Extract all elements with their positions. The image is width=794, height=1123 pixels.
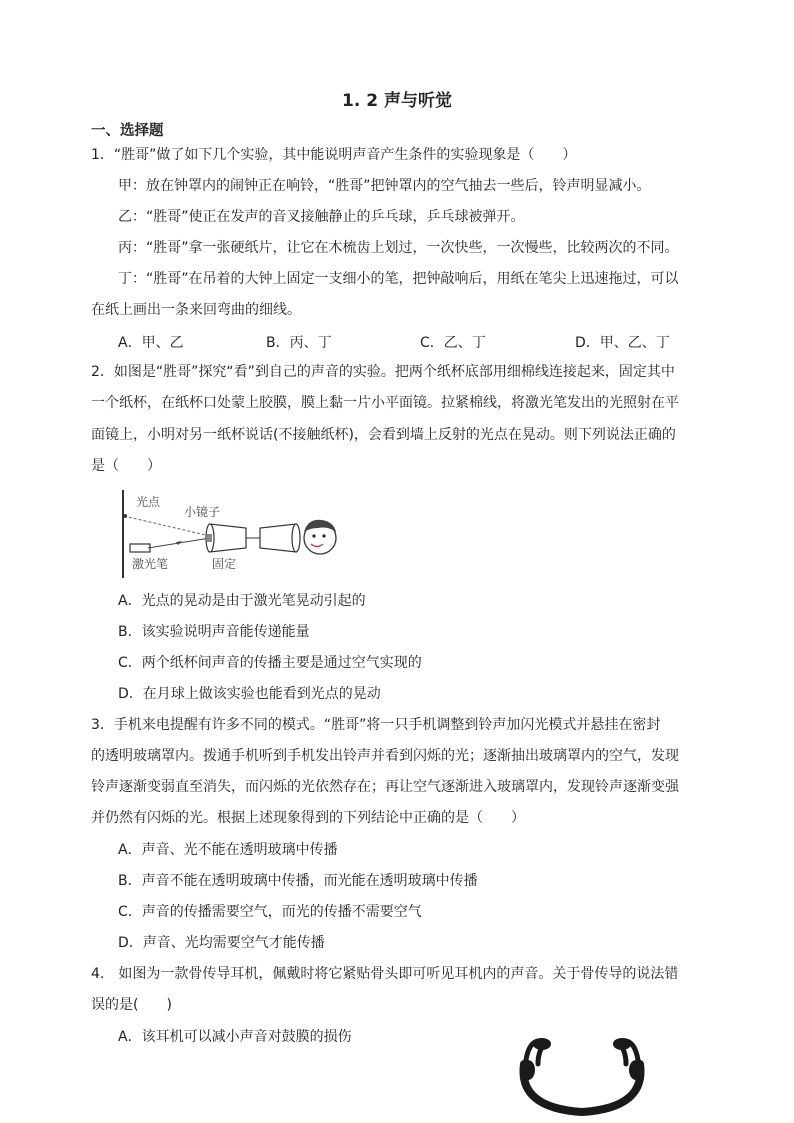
q2-stem-3: 面镜上，小明对另一纸杯说话(不接触纸杯)，会看到墙上反射的光点在晃动。则下列说法正确的 — [91, 427, 676, 443]
bone-conduction-headphone-image — [512, 1030, 652, 1118]
q1-stem: 1．“胜哥”做了如下几个实验，其中能说明声音产生条件的实验现象是（ ） — [91, 147, 577, 163]
q3-option-a: A．声音、光不能在透明玻璃中传播 — [118, 842, 338, 858]
q1-yi: 乙：“胜哥”使正在发声的音叉接触静止的乒乓球，乒乓球被弹开。 — [118, 209, 525, 225]
q1-option-b: B．丙、丁 — [266, 335, 332, 351]
label-mirror: 小镜子 — [184, 505, 221, 519]
q3-stem-3: 铃声逐渐变弱直至消失，而闪烁的光依然存在；再让空气逐渐进入玻璃罩内，发现铃声逐渐变强 — [91, 779, 679, 795]
q3-stem-2: 的透明玻璃罩内。拨通手机听到手机发出铃声并看到闪烁的光；逐渐抽出玻璃罩内的空气，发现 — [91, 748, 679, 764]
q3-option-b: B．声音不能在透明玻璃中传播，而光能在透明玻璃中传播 — [118, 873, 478, 889]
q2-option-c: C．两个纸杯间声音的传播主要是通过空气实现的 — [118, 655, 422, 671]
q4-option-a: A．该耳机可以减小声音对鼓膜的损伤 — [118, 1029, 352, 1045]
q2-stem-2: 一个纸杯，在纸杯口处蒙上胶膜，膜上黏一片小平面镜。拉紧棉线，将激光笔发出的光照射在平 — [91, 395, 679, 411]
laser-pen-icon — [130, 544, 150, 552]
q2-experiment-figure — [118, 486, 354, 582]
page-title: 1. 2 声与听觉 — [342, 91, 452, 111]
light-spot-icon — [123, 514, 127, 518]
q2-stem-4: 是（ ） — [91, 458, 161, 474]
q1-ding-2: 在纸上画出一条来回弯曲的细线。 — [91, 302, 301, 318]
q2-option-d: D．在月球上做该实验也能看到光点的晃动 — [118, 686, 381, 702]
section-heading: 一、选择题 — [91, 123, 164, 139]
q2-stem-1: 2．如图是“胜哥”探究“看”到自己的声音的实验。把两个纸杯底部用细棉线连接起来，固定其中 — [91, 364, 675, 380]
q4-stem-1: 4． 如图为一款骨传导耳机，佩戴时将它紧贴骨头即可听见耳机内的声音。关于骨传导的说法错 — [91, 966, 679, 982]
q2-option-b: B．该实验说明声音能传递能量 — [118, 624, 310, 640]
label-light-spot: 光点 — [136, 495, 161, 509]
q1-option-c: C．乙、丁 — [420, 335, 486, 351]
q1-bing: 丙：“胜哥”拿一张硬纸片，让它在木梳齿上划过，一次快些，一次慢些，比较两次的不同。 — [118, 240, 679, 256]
fixed-cup-icon — [210, 524, 246, 552]
q3-option-d: D．声音、光均需要空气才能传播 — [118, 935, 325, 951]
boy-face-icon — [304, 520, 336, 554]
q4-stem-2: 误的是( ) — [91, 997, 172, 1013]
q1-option-d: D．甲、乙、丁 — [575, 335, 670, 351]
label-laser: 激光笔 — [132, 557, 169, 571]
q1-jia: 甲：放在钟罩内的闹钟正在响铃，“胜哥”把钟罩内的空气抽去一些后，铃声明显减小。 — [118, 178, 651, 194]
q3-stem-4: 并仍然有闪烁的光。根据上述现象得到的下列结论中正确的是（ ） — [91, 810, 525, 826]
q1-option-a: A．甲、乙 — [118, 335, 184, 351]
q3-stem-1: 3．手机来电提醒有许多不同的模式。“胜哥”将一只手机调整到铃声加闪光模式并悬挂在密封 — [91, 717, 661, 733]
q2-option-a: A．光点的晃动是由于激光笔晃动引起的 — [118, 593, 366, 609]
label-fixed: 固定 — [212, 557, 237, 571]
second-cup-icon — [260, 524, 296, 552]
mirror-icon — [207, 534, 212, 542]
q3-option-c: C．声音的传播需要空气，而光的传播不需要空气 — [118, 904, 422, 920]
q1-ding-1: 丁：“胜哥”在吊着的大钟上固定一支细小的笔，把钟敲响后，用纸在笔尖上迅速拖过，可以 — [118, 271, 679, 287]
reflected-beam — [124, 516, 210, 536]
